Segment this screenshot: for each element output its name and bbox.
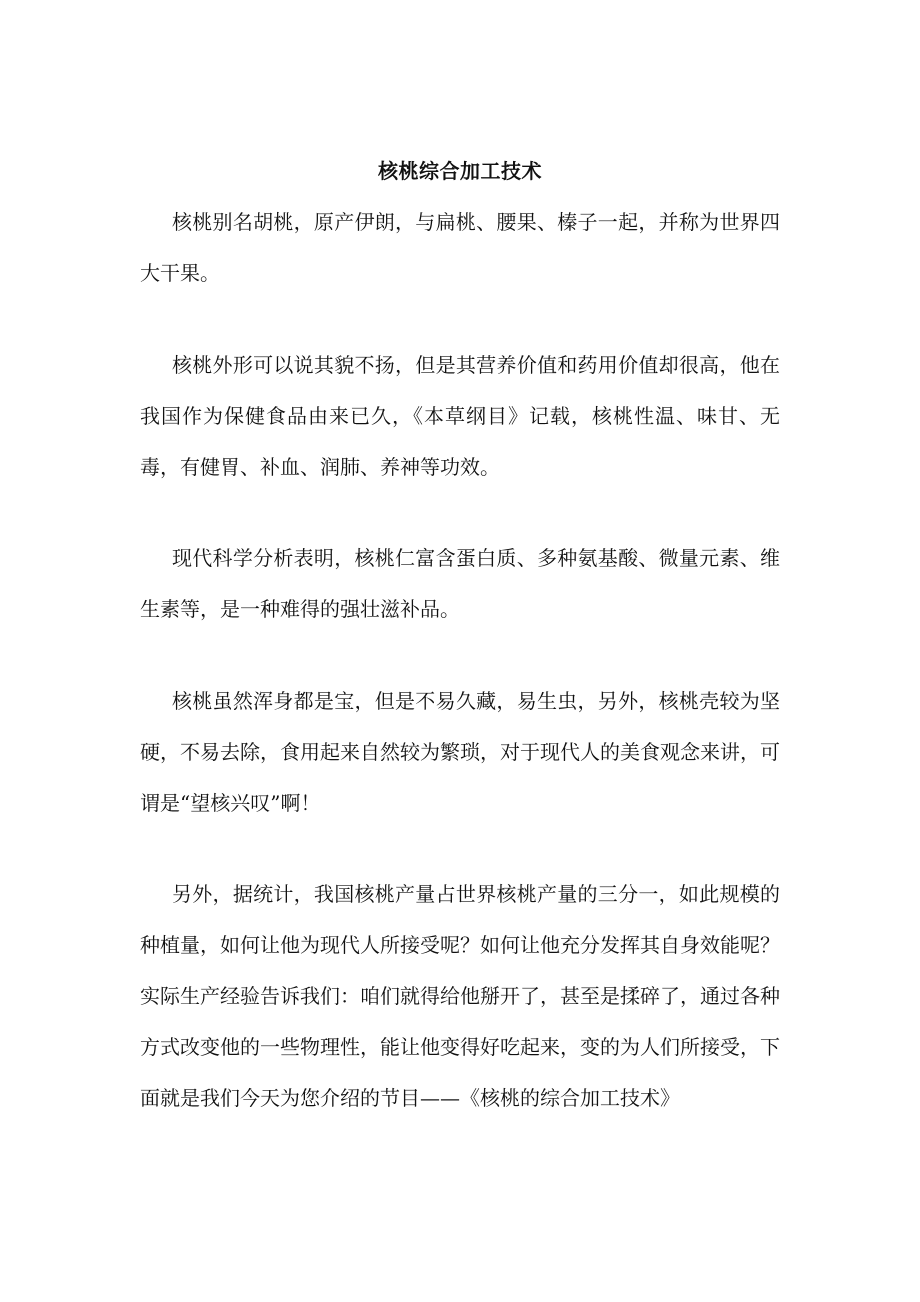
- paragraph-origin: 核桃别名胡桃，原产伊朗，与扁桃、腰果、榛子一起，并称为世界四大干果。: [140, 210, 780, 285]
- paragraph-nutrition: 核桃外形可以说其貌不扬，但是其营养价值和药用价值却很高，他在我国作为保健食品由来已久，《本草纲目》记载，核桃性温、味甘、无毒，有健胃、补血、润肺、养神等功效。: [140, 353, 780, 479]
- paragraph-storage: 核桃虽然浑身都是宝，但是不易久藏，易生虫，另外，核桃壳较为坚硬，不易去除，食用起来自然较为繁琐，对于现代人的美食观念来讲，可谓是“望核兴叹”啊！: [140, 689, 780, 815]
- document-title: 核桃综合加工技术: [378, 159, 542, 183]
- paragraph-processing: 另外，据统计，我国核桃产量占世界核桃产量的三分一，如此规模的种植量，如何让他为现代人所接受呢？如何让他充分发挥其自身效能呢？实际生产经验告诉我们：咱们就得给他掰开了，甚至是揉碎了，通过各种方式改变他的一些物理性，能让他变得好吃起来，变的为人们所接受，下面就是我们今天为您介绍的节目——《核桃的综合加工技术》: [140, 882, 780, 1110]
- paragraph-science: 现代科学分析表明，核桃仁富含蛋白质、多种氨基酸、微量元素、维生素等，是一种难得的强壮滋补品。: [140, 546, 780, 621]
